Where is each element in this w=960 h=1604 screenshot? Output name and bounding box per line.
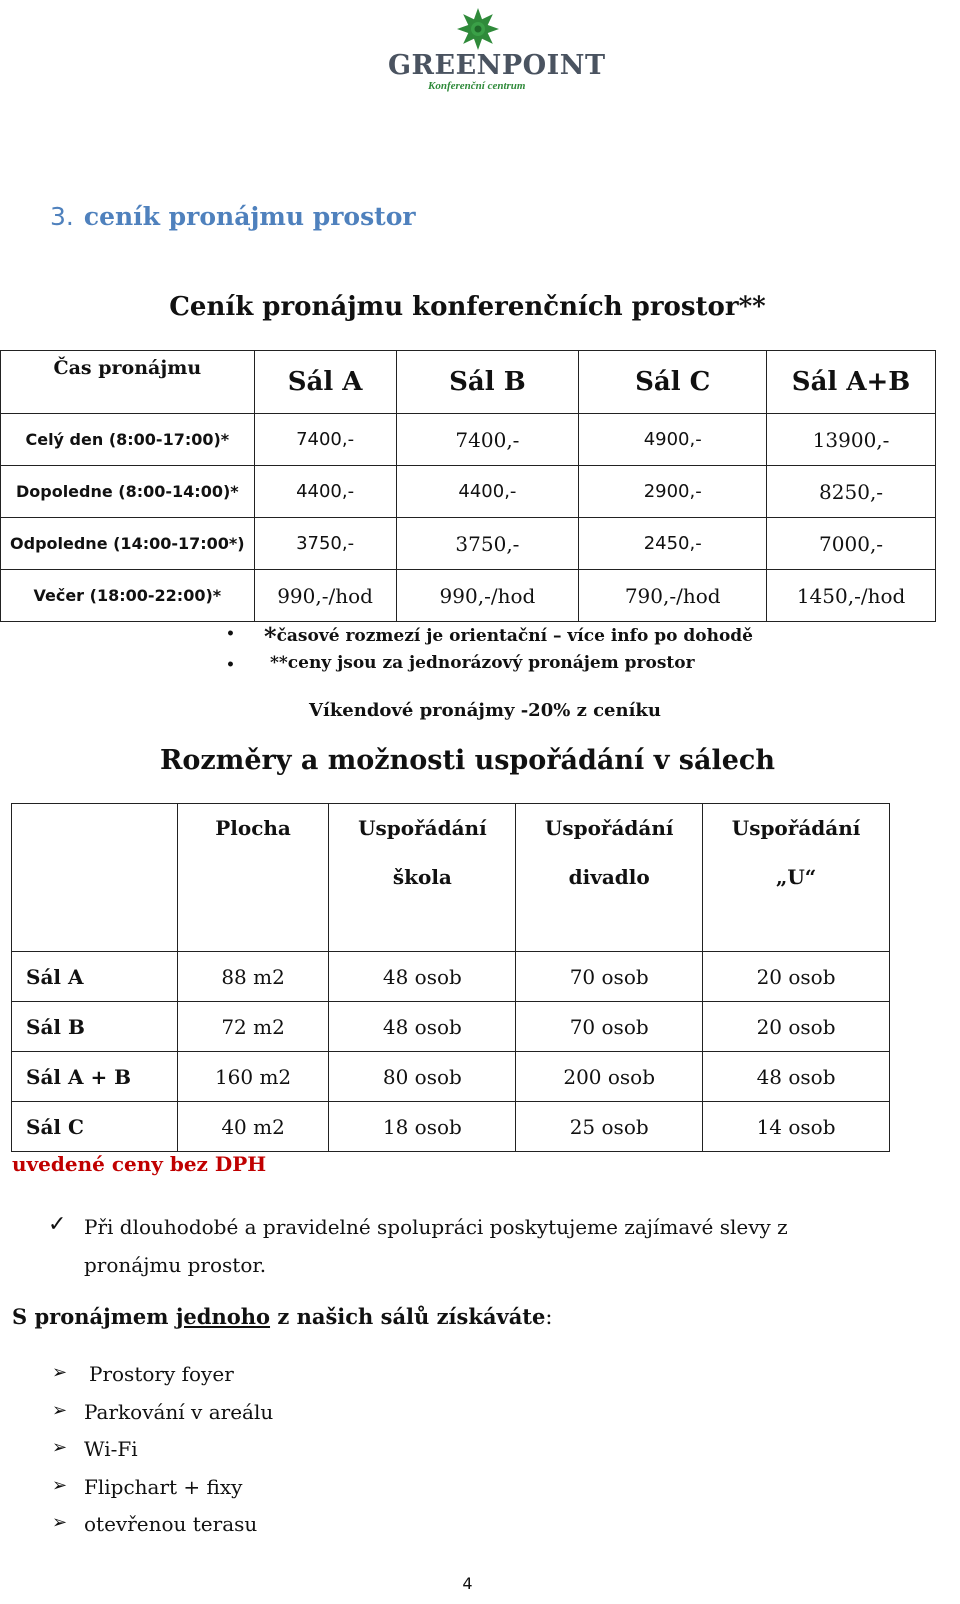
- row-label: Sál A: [12, 952, 178, 1002]
- dims-table-header: [12, 804, 890, 952]
- benefit-text: otevřenou terasu: [84, 1512, 258, 1536]
- price-cell: 7400,-: [254, 414, 396, 466]
- price-cell: 7400,-: [396, 414, 579, 466]
- price-cell: 4900,-: [579, 414, 767, 466]
- table-cell: 25 osob: [516, 1102, 703, 1152]
- discount-text: Při dlouhodobé a pravidelné spolupráci poskytujeme zajímavé slevy z pronájmu prostor.: [84, 1215, 788, 1277]
- table-cell: 70 osob: [516, 952, 703, 1002]
- price-table-title: Ceník pronájmu konferenčních prostor**: [169, 292, 766, 322]
- column-header: Sál A+B: [767, 351, 936, 414]
- section-title: ceník pronájmu prostor: [83, 202, 416, 231]
- price-cell: 4400,-: [396, 466, 579, 518]
- price-cell: 990,-/hod: [396, 570, 579, 622]
- column-header: Sál A: [254, 351, 396, 414]
- price-cell: 2450,-: [579, 518, 767, 570]
- flower-logo-icon: [455, 6, 501, 50]
- price-cell: 3750,-: [396, 518, 579, 570]
- dims-table-title: Rozměry a možnosti uspořádání v sálech: [159, 745, 775, 776]
- column-header: Čas pronájmu: [1, 351, 255, 414]
- table-cell: 72 m2: [177, 1002, 329, 1052]
- table-row: [12, 1052, 890, 1102]
- column-header: Uspořádání „U“: [703, 804, 890, 952]
- row-label: Celý den (8:00-17:00)*: [1, 414, 255, 466]
- benefit-text: Wi-Fi: [84, 1437, 138, 1461]
- arrow-bullet-icon: ➢: [52, 1474, 68, 1496]
- price-table: [0, 350, 936, 622]
- weekend-discount: Víkendové pronájmy -20% z ceníku: [309, 700, 661, 721]
- table-row: [1, 518, 936, 570]
- table-cell: 48 osob: [703, 1052, 890, 1102]
- price-cell: 3750,-: [254, 518, 396, 570]
- dims-table: [11, 803, 890, 1152]
- benefit-text: Prostory foyer: [89, 1362, 234, 1386]
- column-header: Uspořádání divadlo: [516, 804, 703, 952]
- underlined-word: jednoho: [175, 1304, 271, 1329]
- table-cell: 14 osob: [703, 1102, 890, 1152]
- arrow-bullet-icon: ➢: [52, 1437, 68, 1458]
- vat-note: uvedené ceny bez DPH: [12, 1152, 267, 1176]
- bullet-icon: •: [226, 657, 235, 673]
- discount-note: [48, 1208, 884, 1284]
- benefit-text: Flipchart + fixy: [84, 1474, 243, 1499]
- table-cell: 18 osob: [329, 1102, 516, 1152]
- column-header: Plocha: [177, 804, 329, 952]
- table-cell: 70 osob: [516, 1002, 703, 1052]
- note-star: *: [264, 622, 277, 651]
- page-number: 4: [462, 1574, 473, 1593]
- benefits-title: S pronájmem jednoho z našich sálů získáváte:: [12, 1304, 553, 1329]
- price-cell: 790,-/hod: [579, 570, 767, 622]
- price-cell: 8250,-: [767, 466, 936, 518]
- table-row: [12, 952, 890, 1002]
- bullet-icon: •: [226, 626, 235, 642]
- arrow-bullet-icon: ➢: [52, 1362, 68, 1383]
- table-cell: 20 osob: [703, 1002, 890, 1052]
- row-label: Odpoledne (14:00-17:00*): [1, 518, 255, 570]
- price-cell: 7000,-: [767, 518, 936, 570]
- section-heading: [50, 202, 416, 231]
- table-cell: 160 m2: [177, 1052, 329, 1102]
- table-cell: 48 osob: [329, 952, 516, 1002]
- row-label: Sál C: [12, 1102, 178, 1152]
- table-cell: 48 osob: [329, 1002, 516, 1052]
- logo-subtitle: Konferenční centrum: [428, 80, 526, 92]
- table-row: [12, 1002, 890, 1052]
- column-header: Sál C: [579, 351, 767, 414]
- table-cell: 200 osob: [516, 1052, 703, 1102]
- column-header: Sál B: [396, 351, 579, 414]
- row-label: Sál B: [12, 1002, 178, 1052]
- price-cell: 13900,-: [767, 414, 936, 466]
- price-cell: 2900,-: [579, 466, 767, 518]
- row-label: Večer (18:00-22:00)*: [1, 570, 255, 622]
- arrow-bullet-icon: ➢: [52, 1399, 68, 1421]
- table-cell: 20 osob: [703, 952, 890, 1002]
- price-cell: 4400,-: [254, 466, 396, 518]
- table-cell: 40 m2: [177, 1102, 329, 1152]
- greenpoint-logo: [388, 6, 606, 96]
- logo-name: GREENPOINT: [388, 50, 606, 81]
- table-row: [1, 414, 936, 466]
- table-row: [12, 1102, 890, 1152]
- empty-header-cell: [12, 804, 178, 952]
- check-icon: ✓: [48, 1212, 67, 1237]
- note-text: **ceny jsou za jednorázový pronájem prostor: [270, 653, 695, 673]
- section-number: 3.: [50, 202, 74, 231]
- price-table-header: [1, 351, 936, 414]
- price-cell: 1450,-/hod: [767, 570, 936, 622]
- benefit-text: Parkování v areálu: [84, 1399, 274, 1424]
- table-row: [1, 466, 936, 518]
- row-label: Sál A + B: [12, 1052, 178, 1102]
- note-text: časové rozmezí je orientační – více info po dohodě: [276, 626, 754, 646]
- price-cell: 990,-/hod: [254, 570, 396, 622]
- table-row: [1, 570, 936, 622]
- column-header: Uspořádání škola: [329, 804, 516, 952]
- table-cell: 80 osob: [329, 1052, 516, 1102]
- arrow-bullet-icon: ➢: [52, 1512, 68, 1533]
- row-label: Dopoledne (8:00-14:00)*: [1, 466, 255, 518]
- table-cell: 88 m2: [177, 952, 329, 1002]
